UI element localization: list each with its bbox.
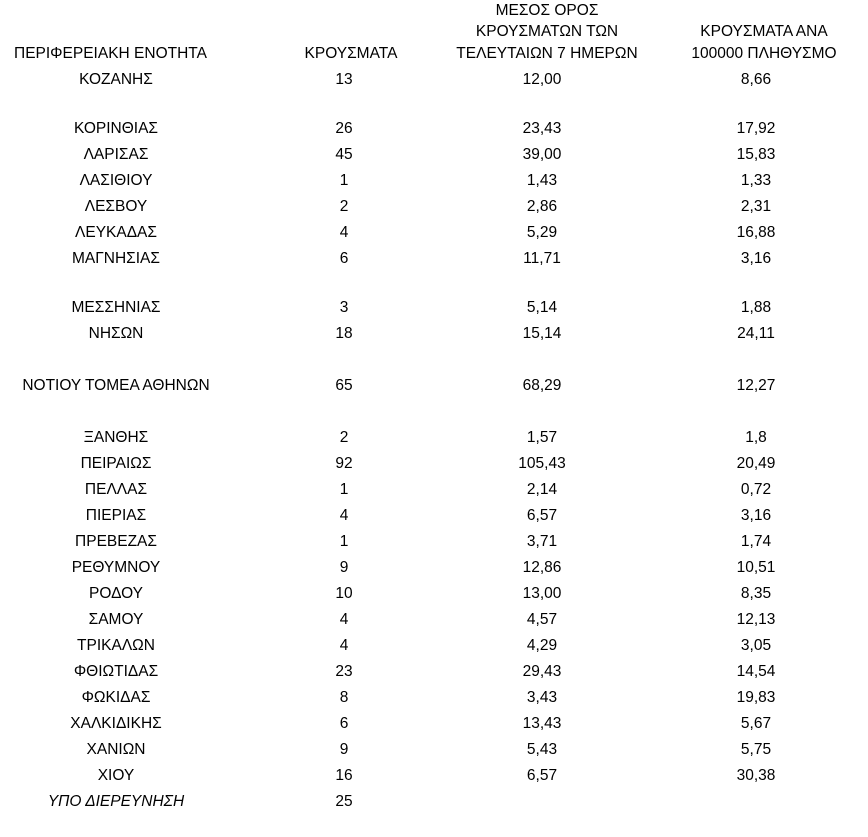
cell-per100k: 1,33	[740, 172, 772, 190]
column-header-average7-line-1: ΜΕΣΟΣ ΟΡΟΣ	[495, 2, 599, 19]
cell-per100k: 5,67	[740, 715, 772, 733]
cell-average7: 5,29	[526, 224, 558, 242]
table-row-spacer	[0, 399, 868, 425]
cell-average7: 11,71	[523, 250, 561, 268]
cell-per100k: 8,66	[740, 71, 772, 89]
cell-per100k: 20,49	[736, 455, 776, 473]
column-header-cases-line-1: ΚΡΟΥΣΜΑΤΑ	[304, 44, 398, 62]
cell-average7: 12,00	[522, 71, 562, 89]
table-row	[0, 737, 868, 763]
cell-per100k: 24,11	[737, 325, 775, 343]
column-header-per100k-line-2: 100000 ΠΛΗΘΥΣΜΟ	[691, 44, 837, 62]
table-header-row	[0, 0, 868, 67]
cell-region: ΧΙΟΥ	[97, 767, 135, 785]
column-header-per100k-line-1: ΚΡΟΥΣΜΑΤΑ ΑΝΑ	[700, 23, 828, 41]
cell-average7: 3,71	[526, 533, 558, 551]
cell-cases: 6	[339, 715, 349, 733]
cell-cases: 4	[339, 611, 349, 629]
table-row	[0, 659, 868, 685]
cell-cases: 2	[339, 198, 349, 216]
table-row-spacer	[0, 272, 868, 295]
cell-region: ΧΑΝΙΩΝ	[86, 741, 146, 759]
table-header	[0, 0, 868, 67]
table-row	[0, 451, 868, 477]
cell-per100k: 3,05	[740, 637, 772, 655]
cell-per100k: 1,88	[740, 299, 772, 317]
cell-average7: 68,29	[522, 377, 562, 395]
cell-average7	[434, 399, 660, 425]
cell-cases	[268, 272, 434, 295]
cell-region: ΞΑΝΘΗΣ	[83, 429, 149, 447]
cell-average7: 3,43	[526, 689, 558, 707]
cell-per100k	[660, 93, 868, 116]
cell-region: ΛΕΥΚΑΔΑΣ	[75, 224, 157, 242]
cell-per100k: 1,74	[740, 533, 772, 551]
cell-region: ΛΑΣΙΘΙΟΥ	[79, 172, 153, 190]
column-header-per100k	[660, 0, 868, 67]
table-row	[0, 295, 868, 321]
table-row	[0, 142, 868, 168]
cell-average7: 13,00	[522, 585, 562, 603]
cell-cases: 26	[335, 120, 353, 138]
cell-average7: 29,43	[522, 663, 562, 681]
cell-region: ΦΩΚΙΔΑΣ	[81, 689, 151, 707]
cell-cases: 18	[335, 325, 353, 343]
cell-per100k	[660, 399, 868, 425]
cell-cases: 45	[335, 146, 353, 164]
cell-per100k: 14,54	[736, 663, 776, 681]
column-header-average7-line-3: ΤΕΛΕΥΤΑΙΩΝ 7 ΗΜΕΡΩΝ	[456, 44, 638, 62]
column-header-region-line-1: ΠΕΡΙΦΕΡΕΙΑΚΗ ΕΝΟΤΗΤΑ	[14, 44, 207, 62]
cell-average7: 39,00	[522, 146, 562, 164]
table-row	[0, 685, 868, 711]
cell-region: ΛΕΣΒΟΥ	[84, 198, 148, 216]
cell-average7: 5,43	[526, 741, 558, 759]
table-row	[0, 246, 868, 272]
cell-region: ΤΡΙΚΑΛΩΝ	[77, 637, 155, 655]
cell-per100k: 15,83	[736, 146, 776, 164]
cell-cases: 23	[335, 663, 353, 681]
table-row	[0, 555, 868, 581]
cell-cases	[268, 347, 434, 373]
cell-region: ΠΕΙΡΑΙΩΣ	[80, 455, 152, 473]
cell-cases: 25	[335, 793, 353, 811]
cell-cases: 65	[335, 377, 353, 395]
cell-region	[0, 93, 268, 116]
cell-average7: 4,29	[526, 637, 558, 655]
cell-average7: 2,14	[526, 481, 558, 499]
cell-region	[0, 272, 268, 295]
table-row	[0, 425, 868, 451]
cell-cases: 8	[339, 689, 349, 707]
cell-cases: 10	[335, 585, 353, 603]
cell-per100k: 5,75	[740, 741, 772, 759]
cell-average7: 1,43	[526, 172, 558, 190]
cell-region: ΡΕΘΥΜΝΟΥ	[71, 559, 161, 577]
cell-region	[0, 347, 268, 373]
cell-cases: 9	[339, 559, 349, 577]
cell-cases: 4	[339, 507, 349, 525]
cell-cases: 4	[339, 637, 349, 655]
cell-region: ΧΑΛΚΙΔΙΚΗΣ	[70, 715, 162, 733]
table-row	[0, 373, 868, 399]
cell-cases: 6	[339, 250, 349, 268]
cell-region: ΣΑΜΟΥ	[88, 611, 144, 629]
cell-region: ΥΠΟ ΔΙΕΡΕΥΝΗΣΗ	[47, 793, 185, 811]
cell-average7: 1,57	[526, 429, 558, 447]
table-row	[0, 116, 868, 142]
cell-per100k: 30,38	[736, 767, 776, 785]
table-row-spacer	[0, 347, 868, 373]
cell-region: ΦΘΙΩΤΙΔΑΣ	[73, 663, 159, 681]
cell-average7	[434, 789, 660, 815]
cell-per100k: 16,88	[736, 224, 776, 242]
cell-average7: 12,86	[522, 559, 562, 577]
table-row	[0, 321, 868, 347]
table-row	[0, 477, 868, 503]
cell-per100k: 17,92	[736, 120, 776, 138]
cell-cases: 3	[339, 299, 349, 317]
cell-per100k: 2,31	[740, 198, 772, 216]
cell-average7: 4,57	[526, 611, 558, 629]
cell-region: ΛΑΡΙΣΑΣ	[83, 146, 149, 164]
cell-per100k: 10,51	[736, 559, 776, 577]
cell-per100k: 19,83	[736, 689, 776, 707]
cell-average7: 15,14	[522, 325, 562, 343]
cell-cases: 16	[335, 767, 353, 785]
cell-region: ΜΕΣΣΗΝΙΑΣ	[71, 299, 161, 317]
cell-per100k	[660, 347, 868, 373]
cell-cases: 4	[339, 224, 349, 242]
cell-region: ΠΡΕΒΕΖΑΣ	[75, 533, 157, 551]
cell-cases: 92	[335, 455, 353, 473]
table-row	[0, 168, 868, 194]
table-row-under-investigation	[0, 789, 868, 815]
cell-cases: 1	[339, 481, 349, 499]
column-header-average7	[434, 0, 660, 67]
cell-average7: 6,57	[526, 507, 558, 525]
table-row	[0, 763, 868, 789]
table-row-spacer	[0, 93, 868, 116]
cell-average7: 2,86	[526, 198, 558, 216]
cell-average7: 105,43	[518, 455, 566, 473]
cell-cases: 2	[339, 429, 349, 447]
cell-region: ΠΙΕΡΙΑΣ	[85, 507, 147, 525]
cell-region	[0, 399, 268, 425]
table-row	[0, 581, 868, 607]
table-row	[0, 607, 868, 633]
table-row	[0, 503, 868, 529]
cell-cases: 1	[339, 533, 349, 551]
cell-average7: 13,43	[522, 715, 562, 733]
column-header-cases	[268, 0, 434, 67]
cell-cases	[268, 93, 434, 116]
cell-region: ΚΟΡΙΝΘΙΑΣ	[73, 120, 159, 138]
cell-average7: 5,14	[526, 299, 558, 317]
cell-per100k: 12,13	[736, 611, 776, 629]
cell-cases	[268, 399, 434, 425]
table-row	[0, 194, 868, 220]
cell-per100k	[660, 789, 868, 815]
table-row	[0, 711, 868, 737]
cell-average7	[434, 347, 660, 373]
cell-per100k	[660, 272, 868, 295]
cell-region: ΝΟΤΙΟΥ ΤΟΜΕΑ ΑΘΗΝΩΝ	[22, 377, 210, 395]
cell-per100k: 0,72	[740, 481, 772, 499]
cell-region: ΜΑΓΝΗΣΙΑΣ	[72, 250, 160, 268]
cell-cases: 9	[339, 741, 349, 759]
cell-average7	[434, 93, 660, 116]
table-row	[0, 220, 868, 246]
cell-per100k: 12,27	[736, 377, 776, 395]
cell-per100k: 1,8	[745, 429, 767, 447]
table-row	[0, 67, 868, 93]
cell-cases: 13	[335, 71, 353, 89]
cell-per100k: 3,16	[740, 507, 772, 525]
cell-region: ΡΟΔΟΥ	[89, 585, 143, 603]
column-header-average7-line-2: ΚΡΟΥΣΜΑΤΩΝ ΤΩΝ	[475, 23, 619, 41]
table-row	[0, 529, 868, 555]
cell-average7	[434, 272, 660, 295]
cell-per100k: 3,16	[740, 250, 772, 268]
table-body	[0, 67, 868, 815]
cell-cases: 1	[339, 172, 349, 190]
cell-region: ΝΗΣΩΝ	[88, 325, 144, 343]
cell-average7: 23,43	[522, 120, 562, 138]
cell-per100k: 8,35	[740, 585, 772, 603]
column-header-region	[0, 0, 268, 67]
cell-region: ΠΕΛΛΑΣ	[84, 481, 148, 499]
cell-region: ΚΟΖΑΝΗΣ	[79, 71, 153, 89]
table-row	[0, 633, 868, 659]
cell-average7: 6,57	[526, 767, 558, 785]
